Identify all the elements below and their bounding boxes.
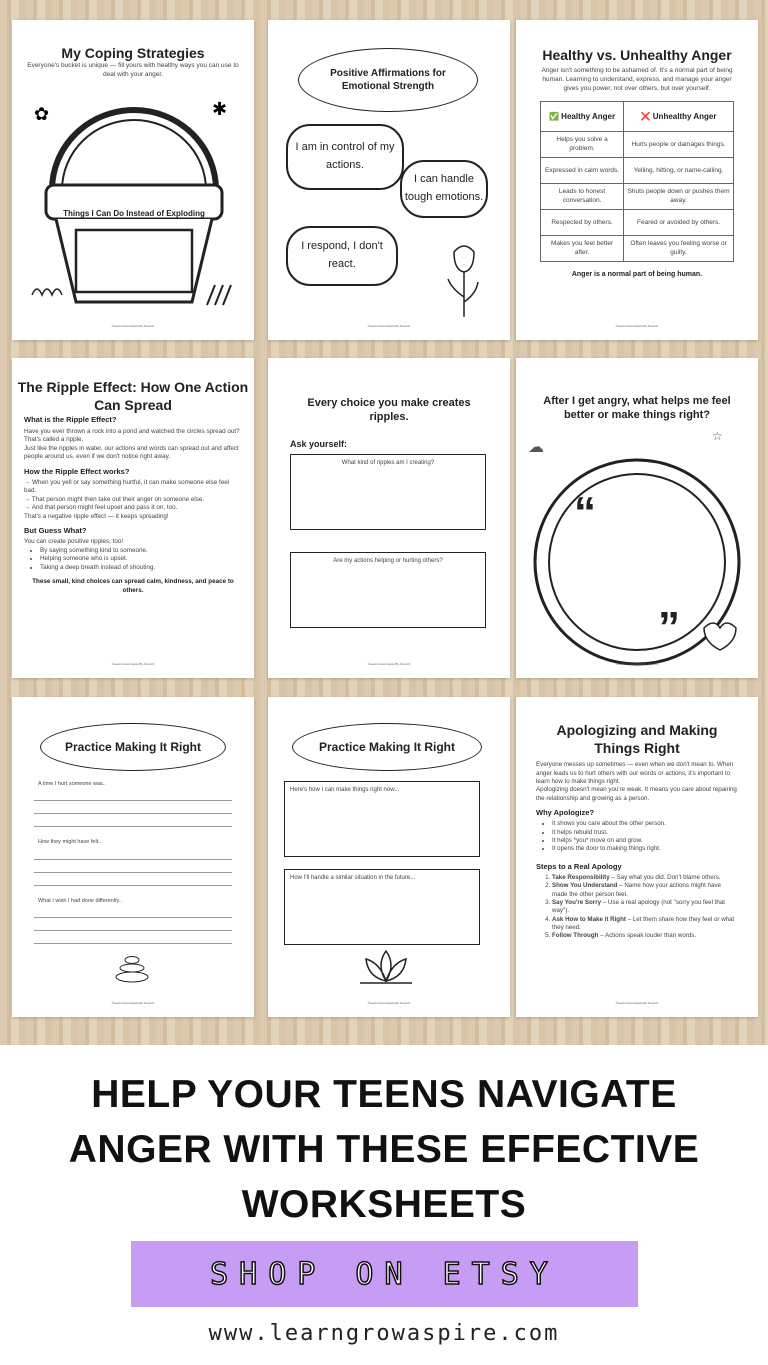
worksheet-title: After I get angry, what helps me feel better or make things right? [543, 395, 731, 422]
copyright: ©Learn Grow Aspire By Anna R. [367, 661, 411, 666]
worksheet-title: Practice Making It Right [292, 723, 482, 771]
anger-comparison-table [540, 101, 734, 262]
paragraph: You can create positive ripples, too! [24, 538, 124, 546]
paragraph: → And that person might feel upset and pass it on, too. [24, 504, 178, 512]
list-item: 3. Say You're Sorry – Use a real apology (not "sorry you feel that way"). [552, 899, 738, 916]
worksheet-title: Apologizing and Making Things Right [556, 722, 718, 757]
worksheet-title: The Ripple Effect: How One Action Can Spread [17, 379, 249, 414]
copyright: ©Learn Grow Aspire By Anna R. [367, 1000, 411, 1005]
website-link[interactable]: www.learngrowaspire.com [208, 1321, 560, 1346]
copyright: ©Learn Grow Aspire By Anna R. [615, 661, 659, 666]
worksheet-every-choice [268, 358, 510, 678]
copyright: ©Learn Grow Aspire By Anna R. [111, 661, 155, 666]
shop-on-etsy-button[interactable]: SHOP ON ETSY [131, 1241, 638, 1307]
affirmation-bubble: I respond, I don't react. [286, 226, 398, 286]
svg-text:☁: ☁ [528, 439, 544, 456]
worksheet-practice-making-it-right-2 [268, 697, 510, 1017]
list-item: 1. Take Responsibility – Say what you did. Don't blame others. [552, 874, 738, 882]
answer-box: What kind of ripples am I creating? [290, 454, 486, 530]
paragraph: That's a negative ripple effect — it keeps spreading! [24, 512, 169, 520]
worksheet-intro: Everyone's bucket is unique — fill yours with healthy ways you can use to deal with your anger. [27, 62, 239, 78]
table-row: Helps you solve a problem. Hurts people or damages things. [541, 132, 734, 158]
worksheet-apologizing [516, 697, 758, 1017]
table-row: Respected by others. Feared or avoided by others. [541, 210, 734, 236]
paragraph: Just like the ripples in water, our actions and words can spread out and affect people around us, even if we don't notice right away. [24, 444, 239, 460]
closing-line: Anger is a normal part of being human. [571, 271, 703, 279]
promo-headline: HELP YOUR TEENS NAVIGATE ANGER WITH THESE EFFECTIVE WORKSHEETS [68, 1073, 700, 1226]
svg-text:✿: ✿ [34, 104, 50, 124]
worksheet-title: Every choice you make creates ripples. [307, 397, 471, 424]
list-item: • It helps *you* move on and grow. [552, 837, 738, 845]
tulip-illustration [434, 242, 494, 322]
worksheet-positive-affirmations [268, 20, 510, 340]
worksheet-after-anger [516, 358, 758, 678]
paragraph: → When you yell or say something hurtful, it can make someone else feel bad. [24, 478, 230, 495]
prompt: What I wish I had done differently.. [38, 897, 122, 904]
copyright: ©Learn Grow Aspire By Anna R. [615, 323, 659, 328]
section-heading: What is the Ripple Effect? [24, 415, 117, 425]
copyright: ©Learn Grow Aspire By Anna R. [367, 323, 411, 328]
paragraph: Have you ever thrown a rock into a pond and watched the circles spread out? [24, 427, 240, 435]
copyright: ©Learn Grow Aspire By Anna R. [111, 323, 155, 328]
bucket-illustration [12, 80, 254, 310]
list-item: 2. Show You Understand – Name how your actions might have made the other person feel. [552, 882, 738, 899]
column-header: ❌ Unhealthy Anger [624, 102, 734, 132]
bucket-label: Things I Can Do Instead of Exploding [63, 209, 205, 218]
copyright: ©Learn Grow Aspire By Anna R. [111, 1000, 155, 1005]
paragraph: That's called a ripple. [24, 436, 84, 443]
svg-text:✱: ✱ [212, 99, 228, 119]
svg-text:”: ” [658, 603, 680, 652]
list-item: • It opens the door to making things right. [552, 845, 738, 853]
worksheet-intro: Anger isn't something to be ashamed of. It's a normal part of being human. Learning to understand, express, and manage your anger gives you power, not over others, but over yourself. [541, 67, 733, 92]
copyright: ©Learn Grow Aspire By Anna R. [615, 1000, 659, 1005]
paragraph: Apologizing doesn't mean you're weak. It means you care about repairing the relationship and growing as a person. [536, 786, 737, 802]
list-item: 4. Ask How to Make it Right – Let them share how they feel or what they need. [552, 916, 738, 933]
list-item: • Taking a deep breath instead of shouting. [40, 564, 242, 573]
list-item: • By saying something kind to someone. [40, 547, 242, 556]
promo-section [0, 1045, 768, 1365]
answer-box: How I'll handle a similar situation in the future... [284, 869, 480, 945]
section-heading: But Guess What? [24, 526, 87, 536]
section-heading: How the Ripple Effect works? [24, 466, 130, 476]
table-row: Makes you feel better after. Often leaves you feeling worse or guilty. [541, 236, 734, 262]
lotus-icon [356, 947, 416, 987]
ask-yourself-label: Ask yourself: [290, 439, 348, 449]
list-item: • Helping someone who is upset. [40, 555, 242, 564]
worksheet-title: Healthy vs. Unhealthy Anger [542, 47, 732, 63]
list-item: • It helps rebuild trust. [552, 829, 738, 837]
affirmation-bubble: I am in control of my actions. [286, 124, 404, 190]
section-heading: Why Apologize? [536, 808, 595, 818]
worksheet-ripple-effect [12, 358, 254, 678]
prompt: A time I hurt someone was.. [38, 781, 106, 787]
affirmation-bubble: I can handle tough emotions. [400, 160, 488, 218]
paragraph: Everyone messes up sometimes — even when we don't mean to. When anger leads us to hurt others with our words or actions, it's important to learn how to make things right. [536, 761, 734, 786]
svg-text:“: “ [574, 488, 596, 537]
stones-icon [112, 953, 152, 983]
section-heading: Steps to a Real Apology [536, 861, 622, 871]
table-row: Expressed in calm words. Yelling, hitting, or name-calling. [541, 158, 734, 184]
svg-text:☆: ☆ [712, 432, 723, 443]
quote-circle-illustration [516, 432, 758, 672]
list-item: 5. Follow Through – Actions speak louder than words. [552, 932, 738, 940]
worksheet-practice-making-it-right-1 [12, 697, 254, 1017]
worksheet-coping-strategies [12, 20, 254, 340]
worksheet-title: My Coping Strategies [61, 45, 205, 61]
list-item: • It shows you care about the other person. [552, 820, 738, 828]
column-header: ✅ Healthy Anger [541, 102, 624, 132]
worksheet-healthy-vs-unhealthy-anger [516, 20, 758, 340]
table-row: Leads to honest conversation. Shuts people down or pushes them away. [541, 184, 734, 210]
answer-box: Are my actions helping or hurting others? [290, 552, 486, 628]
worksheet-title: Positive Affirmations for Emotional Strength [298, 48, 478, 112]
closing-line: These small, kind choices can spread calm, kindness, and peace to others. [32, 578, 234, 594]
worksheet-title: Practice Making It Right [40, 723, 226, 771]
answer-box: Here's how I can make things right now... [284, 781, 480, 857]
paragraph: → That person might then take out their anger on someone else. [24, 495, 205, 503]
prompt: How they might have felt.. [38, 839, 102, 846]
